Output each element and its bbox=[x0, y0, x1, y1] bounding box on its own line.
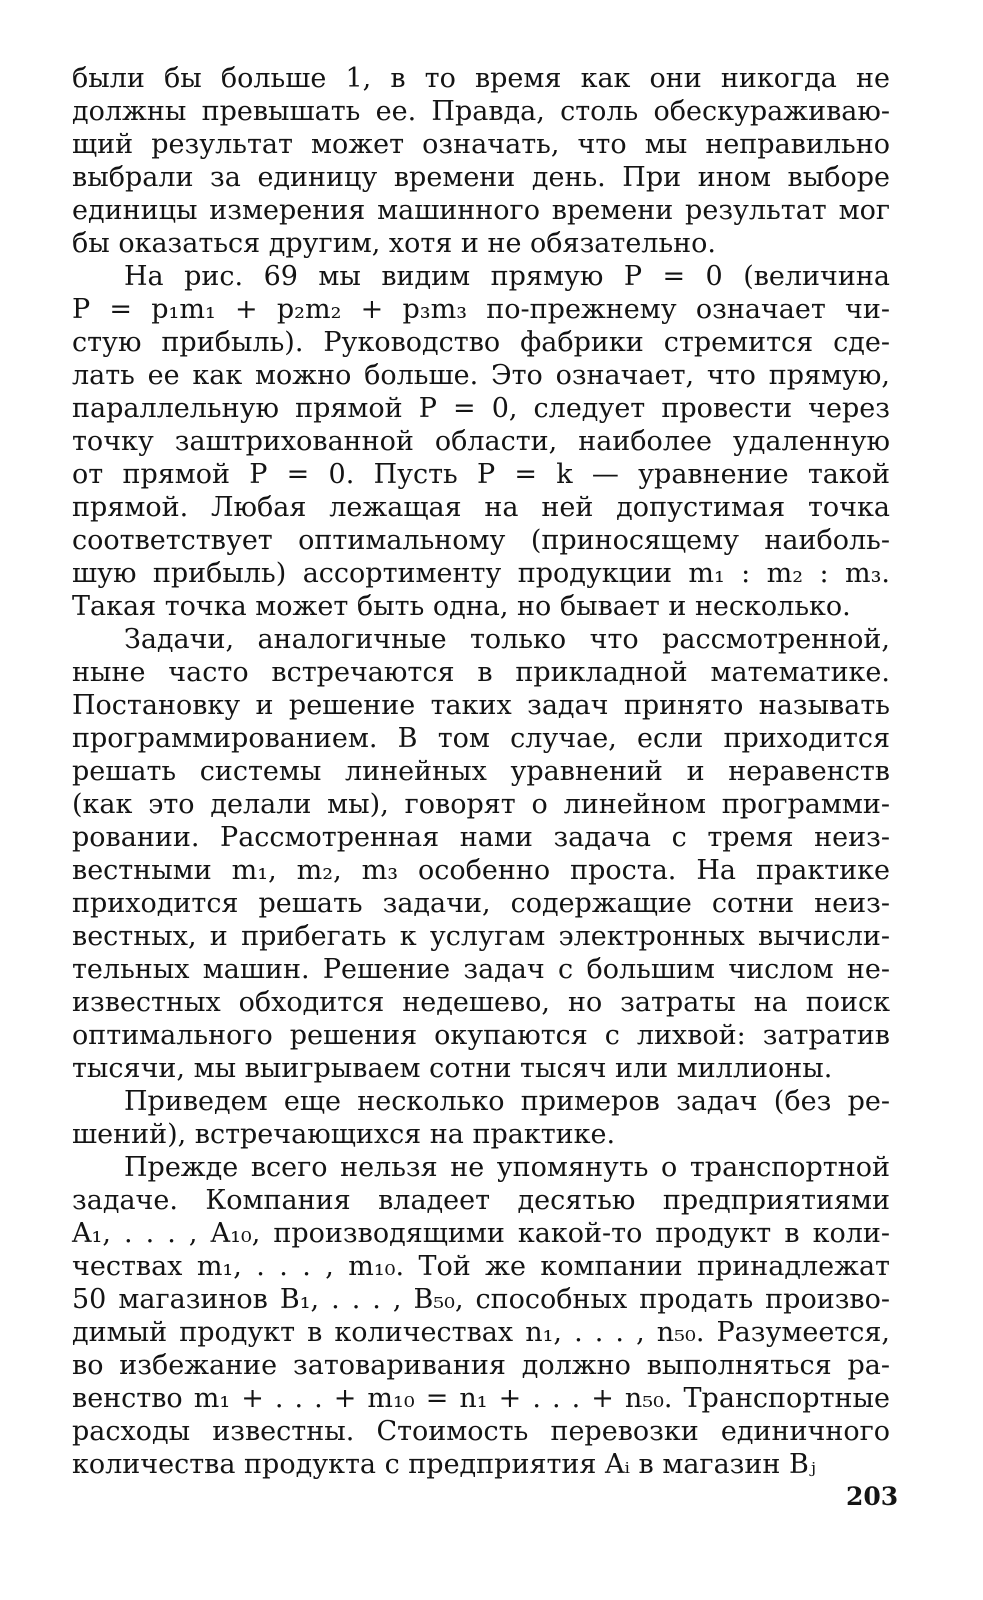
text-line: Такая точка может быть одна, но бывает и несколько. bbox=[72, 591, 851, 622]
text-line: димый продукт в количествах n₁, . . . , n₅₀. Разумеется, bbox=[72, 1317, 890, 1348]
text-line: должны превышать ее. Правда, столь обескураживаю- bbox=[72, 96, 890, 127]
text-line: тысячи, мы выигрываем сотни тысяч или миллионы. bbox=[72, 1053, 833, 1084]
text-line: бы оказаться другим, хотя и не обязательно. bbox=[72, 228, 716, 259]
text-line: задаче. Компания владеет десятью предприятиями bbox=[72, 1185, 890, 1216]
text-line: расходы известны. Стоимость перевозки единичного bbox=[72, 1416, 890, 1447]
text-line: известных обходится недешево, но затраты на поиск bbox=[72, 987, 890, 1018]
text-line: стую прибыль). Руководство фабрики стремится сде- bbox=[72, 327, 890, 358]
page-text bbox=[72, 62, 890, 1481]
text-line: во избежание затоваривания должно выполняться ра- bbox=[72, 1350, 890, 1381]
text-line: вестных, и прибегать к услугам электронных вычисли- bbox=[72, 921, 890, 952]
text-line: ровании. Рассмотренная нами задача с тремя неиз- bbox=[72, 822, 890, 853]
text-line: шую прибыль) ассортименту продукции m₁ : m₂ : m₃. bbox=[72, 558, 890, 589]
paragraph bbox=[72, 1085, 890, 1151]
page-number: 203 bbox=[846, 1482, 899, 1511]
text-line: A₁, . . . , A₁₀, производящими какой-то продукт в коли- bbox=[72, 1218, 890, 1249]
text-line: параллельную прямой P = 0, следует провести через bbox=[72, 393, 890, 424]
text-line: 50 магазинов B₁, . . . , B₅₀, способных продать произво- bbox=[72, 1284, 890, 1315]
text-line: лать ее как можно больше. Это означает, что прямую, bbox=[72, 360, 890, 391]
text-line: венство m₁ + . . . + m₁₀ = n₁ + . . . + n₅₀. Транспортные bbox=[72, 1383, 890, 1414]
text-line: приходится решать задачи, содержащие сотни неиз- bbox=[72, 888, 890, 919]
text-line: щий результат может означать, что мы неправильно bbox=[72, 129, 890, 160]
text-line: количества продукта с предприятия Aᵢ в магазин Bⱼ bbox=[72, 1449, 816, 1480]
paragraph bbox=[72, 260, 890, 623]
paragraph bbox=[72, 1151, 890, 1481]
text-line: были бы больше 1, в то время как они никогда не bbox=[72, 63, 890, 94]
text-line: программированием. В том случае, если приходится bbox=[72, 723, 890, 754]
text-line: Прежде всего нельзя не упомянуть о транспортной bbox=[124, 1152, 890, 1183]
text-line: (как это делали мы), говорят о линейном программи- bbox=[72, 789, 890, 820]
text-line: выбрали за единицу времени день. При ином выборе bbox=[72, 162, 890, 193]
text-line: P = p₁m₁ + p₂m₂ + p₃m₃ по-прежнему означает чи- bbox=[72, 294, 890, 325]
text-line: чествах m₁, . . . , m₁₀. Той же компании принадлежат bbox=[72, 1251, 890, 1282]
text-line: решать системы линейных уравнений и неравенств bbox=[72, 756, 890, 787]
text-line: соответствует оптимальному (приносящему наиболь- bbox=[72, 525, 890, 556]
text-line: ныне часто встречаются в прикладной математике. bbox=[72, 657, 890, 688]
text-line: Приведем еще несколько примеров задач (без ре- bbox=[124, 1086, 890, 1117]
text-line: Постановку и решение таких задач принято называть bbox=[72, 690, 890, 721]
text-line: прямой. Любая лежащая на ней допустимая точка bbox=[72, 492, 890, 523]
text-line: Задачи, аналогичные только что рассмотренной, bbox=[124, 624, 890, 655]
text-line: шений), встречающихся на практике. bbox=[72, 1119, 616, 1150]
text-line: На рис. 69 мы видим прямую P = 0 (величина bbox=[124, 261, 890, 292]
paragraph bbox=[72, 62, 890, 260]
text-line: тельных машин. Решение задач с большим числом не- bbox=[72, 954, 890, 985]
text-line: от прямой P = 0. Пусть P = k — уравнение такой bbox=[72, 459, 890, 490]
paragraph bbox=[72, 623, 890, 1085]
text-line: оптимального решения окупаются с лихвой: затратив bbox=[72, 1020, 890, 1051]
text-line: вестными m₁, m₂, m₃ особенно проста. На практике bbox=[72, 855, 890, 886]
text-line: точку заштрихованной области, наиболее удаленную bbox=[72, 426, 890, 457]
text-line: единицы измерения машинного времени результат мог bbox=[72, 195, 890, 226]
